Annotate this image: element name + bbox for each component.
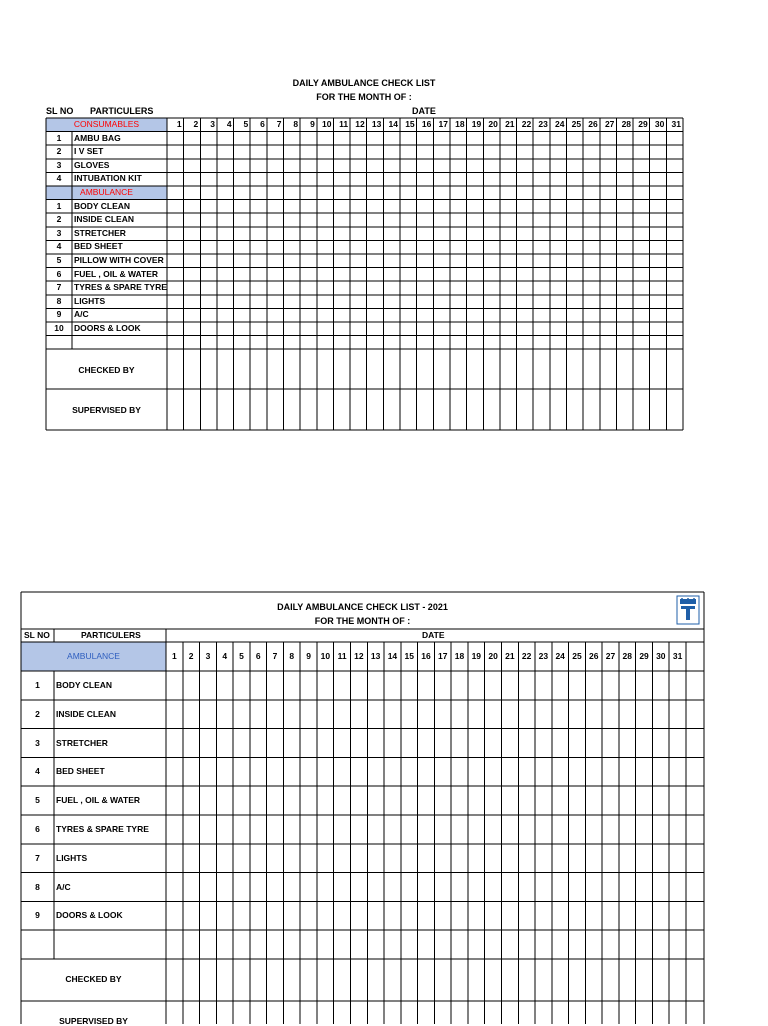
- sheet1-supervised-by: SUPERVISED BY: [72, 405, 141, 415]
- sheet1-row-label: GLOVES: [74, 159, 110, 170]
- sheet2-day-22: 22: [521, 651, 532, 661]
- sheet2-row-sl: 5: [35, 795, 40, 806]
- sheet2-day-30: 30: [656, 651, 666, 661]
- sheet1-day-8: 8: [293, 119, 299, 129]
- sheet2-day-12: 12: [354, 651, 364, 661]
- sheet1-day-3: 3: [210, 119, 215, 129]
- sheet1-day-1: 1: [176, 119, 182, 129]
- sheet1-day-2: 2: [193, 119, 199, 129]
- sheet1-row-sl: 2: [56, 146, 62, 157]
- sheet1-particulars-header: PARTICULERS: [90, 106, 154, 116]
- sheet1-day-26: 26: [588, 119, 598, 129]
- sheet2-particulars-header: PARTICULERS: [81, 630, 141, 640]
- sheet1-row-sl: 3: [56, 159, 62, 170]
- sheet1-day-19: 19: [471, 119, 482, 129]
- sheet2-row-label: DOORS & LOOK: [56, 910, 123, 921]
- sheet2-row-label: A/C: [56, 881, 71, 892]
- sheet2-day-1: 1: [172, 651, 177, 661]
- sheet1-row-label: INSIDE CLEAN: [74, 214, 134, 225]
- sheet2-date-header: DATE: [422, 630, 445, 640]
- sheet2-day-25: 25: [572, 651, 582, 661]
- sheet1-row-label: LIGHTS: [74, 295, 106, 306]
- sheet2-day-19: 19: [471, 651, 482, 661]
- sheet1-row-sl: 5: [56, 255, 62, 265]
- sheet1-day-28: 28: [621, 119, 632, 129]
- sheet1-day-25: 25: [571, 119, 582, 129]
- sheet2-row-sl: 7: [35, 852, 40, 863]
- sheet2-supervised-by: SUPERVISED BY: [59, 1016, 128, 1026]
- sheet1-row-sl: 1: [56, 200, 62, 211]
- sheet1-day-30: 30: [654, 119, 665, 129]
- sheet2-sl-header: SL NO: [24, 630, 50, 640]
- sheet1-row-label: PILLOW WITH COVER: [74, 255, 164, 265]
- sheet2-title: DAILY AMBULANCE CHECK LIST - 2021: [277, 602, 448, 612]
- sheet1-row-label: A/C: [74, 309, 89, 320]
- sheet1-day-12: 12: [355, 119, 365, 129]
- sheet2-row-sl: 6: [35, 824, 40, 834]
- sheet2-day-2: 2: [188, 651, 194, 661]
- sheet1-day-24: 24: [555, 119, 565, 129]
- sheet2-day-27: 27: [605, 651, 616, 661]
- sheet1-row-label: BED SHEET: [74, 241, 123, 252]
- sheet1-row-sl: 3: [56, 227, 62, 238]
- sheet1-date-header: DATE: [412, 106, 436, 116]
- sheet2-row-label: BED SHEET: [56, 766, 105, 777]
- sheet2-row-sl: 2: [35, 708, 40, 719]
- sheet2-row-label: LIGHTS: [56, 852, 88, 863]
- sheet2-section-ambulance: AMBULANCE: [67, 651, 120, 661]
- sheet2-day-20: 20: [488, 651, 498, 661]
- sheet2-day-16: 16: [421, 651, 431, 661]
- sheet2-subtitle: FOR THE MONTH OF :: [314, 616, 411, 626]
- sheet1-day-22: 22: [521, 119, 532, 129]
- sheet2-day-7: 7: [272, 651, 278, 661]
- sheet1-row-sl: 2: [56, 214, 62, 225]
- sheet2-day-15: 15: [404, 651, 414, 661]
- sheet2-row-label: BODY CLEAN: [56, 680, 113, 690]
- sheet1-row-sl: 9: [56, 309, 62, 320]
- sheet2-day-23: 23: [538, 651, 549, 661]
- sheet1-row-sl: 8: [56, 295, 62, 306]
- sheet1-row-label: STRETCHER: [74, 227, 126, 238]
- sheet1-subtitle: FOR THE MONTH OF :: [316, 92, 412, 102]
- sheet2-day-10: 10: [320, 651, 331, 661]
- sheet1-day-31: 31: [671, 119, 681, 129]
- sheet1-row-sl: 4: [56, 241, 62, 252]
- sheet1-row-sl: 4: [56, 173, 62, 184]
- sheet2-row-sl: 8: [35, 881, 40, 892]
- sheet2-row-label: INSIDE CLEAN: [56, 708, 116, 719]
- sheet2-day-8: 8: [289, 651, 295, 661]
- sheet2-day-9: 9: [306, 651, 311, 661]
- sheet2-day-13: 13: [370, 651, 381, 661]
- sheet1-day-4: 4: [226, 119, 232, 129]
- sheet2-row-label: STRETCHER: [56, 737, 108, 748]
- sheet1-section-ambulance: AMBULANCE: [80, 187, 133, 197]
- sheet2-row-sl: 3: [35, 737, 40, 748]
- sheet1-day-14: 14: [388, 119, 399, 129]
- sheet1-day-13: 13: [371, 119, 382, 129]
- sheet1-row-label: DOORS & LOOK: [74, 323, 141, 333]
- sheet1-checked-by: CHECKED BY: [78, 365, 135, 375]
- sheet2-row-sl: 9: [35, 910, 40, 921]
- sheet1-row-sl: 10: [54, 323, 64, 333]
- sheet1-day-23: 23: [538, 119, 548, 129]
- sheet2-row-sl: 4: [35, 766, 40, 777]
- sheet1-row-sl: 6: [56, 268, 62, 279]
- sheet2-day-24: 24: [555, 651, 565, 661]
- sheet1-row-label: TYRES & SPARE TYRE: [74, 282, 167, 293]
- sheet2-day-17: 17: [438, 651, 448, 661]
- sheet1-day-27: 27: [604, 119, 615, 129]
- sheet2-row-sl: 1: [35, 680, 40, 690]
- sheet2-day-11: 11: [337, 651, 347, 661]
- sheet1-day-9: 9: [310, 119, 315, 129]
- sheet2-day-4: 4: [222, 651, 228, 661]
- sheet2-day-28: 28: [622, 651, 632, 661]
- tower-logo-icon: [676, 595, 700, 625]
- sheet2-day-18: 18: [454, 651, 465, 661]
- sheet1-day-15: 15: [405, 119, 415, 129]
- sheet2-day-14: 14: [387, 651, 398, 661]
- sheet1-day-20: 20: [488, 119, 498, 129]
- sheet1-sl-header: SL NO: [46, 106, 74, 116]
- sheet1-row-sl: 7: [56, 282, 62, 293]
- sheet1-section-consumables: CONSUMABLES: [73, 119, 140, 129]
- sheet1-day-10: 10: [321, 119, 332, 129]
- sheet2-row-label: TYRES & SPARE TYRE: [56, 824, 149, 834]
- sheet1-title: DAILY AMBULANCE CHECK LIST: [292, 78, 436, 88]
- sheet1-row-label: I V SET: [74, 146, 104, 157]
- sheet2-day-3: 3: [205, 651, 211, 661]
- sheet1-day-17: 17: [438, 119, 448, 129]
- sheet1-day-16: 16: [421, 119, 432, 129]
- sheet2-day-21: 21: [505, 651, 515, 661]
- sheet1-day-29: 29: [638, 119, 648, 129]
- sheet1-row-label: INTUBATION KIT: [74, 173, 142, 184]
- sheet1-day-6: 6: [260, 119, 265, 129]
- sheet2-day-6: 6: [255, 651, 261, 661]
- sheet2-day-5: 5: [239, 651, 244, 661]
- sheet1-day-21: 21: [505, 119, 515, 129]
- sheet1-day-7: 7: [276, 119, 282, 129]
- sheet2-day-29: 29: [639, 651, 649, 661]
- sheet2-day-26: 26: [588, 651, 599, 661]
- sheet2-row-label: FUEL , OIL & WATER: [56, 795, 141, 806]
- sheet1-row-sl: 1: [56, 132, 62, 143]
- sheet1-day-5: 5: [243, 119, 249, 129]
- sheet1-row-label: BODY CLEAN: [74, 200, 131, 211]
- sheet1-row-label: FUEL , OIL & WATER: [74, 268, 159, 279]
- sheet1-day-18: 18: [455, 119, 465, 129]
- sheet1-row-label: AMBU BAG: [74, 132, 121, 143]
- sheet2-checked-by: CHECKED BY: [65, 974, 122, 984]
- sheet2-day-31: 31: [672, 651, 683, 661]
- sheet1-day-11: 11: [339, 119, 349, 129]
